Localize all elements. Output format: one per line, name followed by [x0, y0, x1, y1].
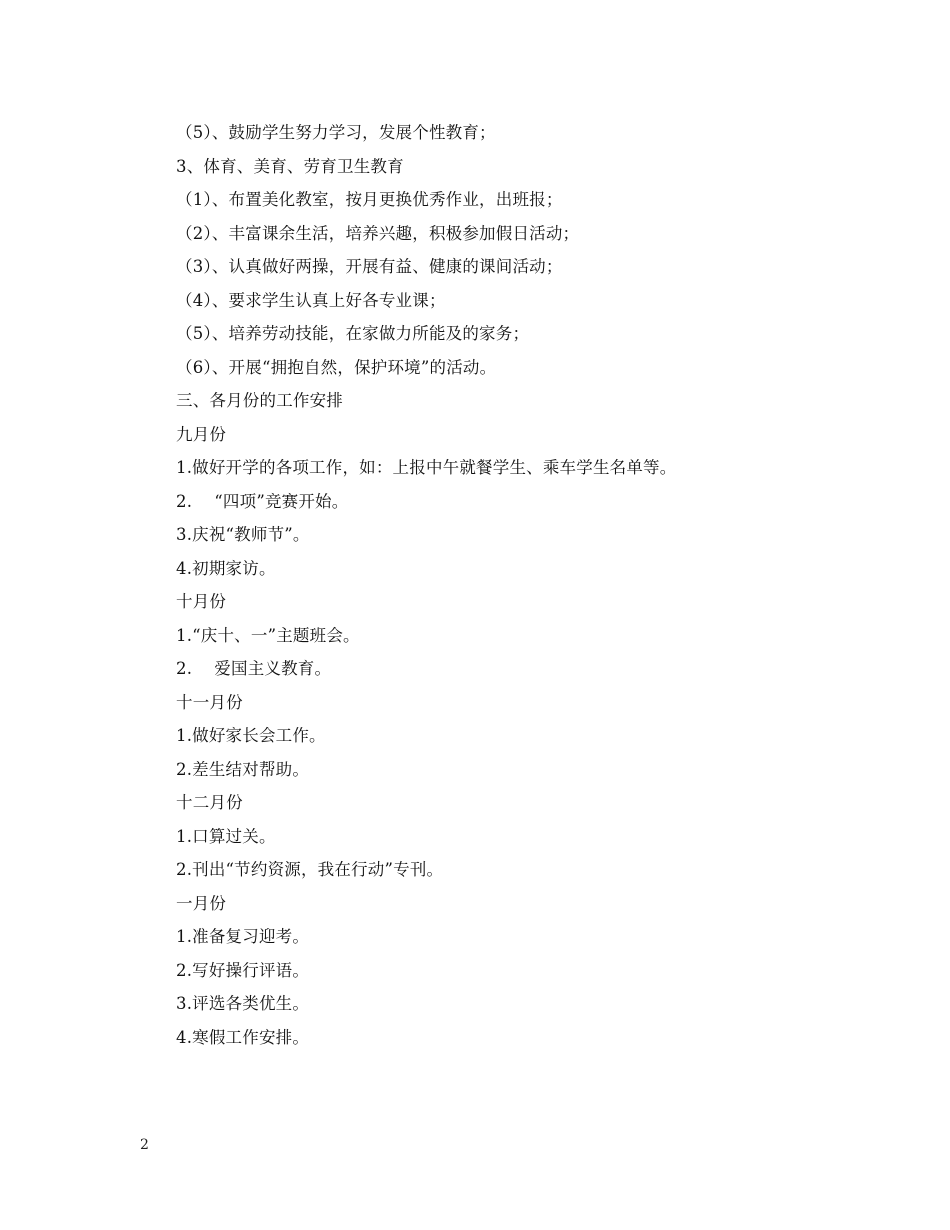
text-line: 2. “四项”竞赛开始。 [176, 491, 349, 511]
document-body [176, 116, 876, 1054]
text-line: （4）、要求学生认真上好各专业课； [176, 290, 446, 310]
text-line: （2）、丰富课余生活，培养兴趣，积极参加假日活动； [176, 223, 580, 243]
month-heading: 十月份 [176, 592, 227, 611]
text-line: （5）、培养劳动技能，在家做力所能及的家务； [176, 324, 530, 343]
text-line: 4.寒假工作安排。 [176, 1027, 310, 1047]
text-line: 3.评选各类优生。 [176, 994, 310, 1013]
text-line: 2. 爱国主义教育。 [176, 659, 332, 678]
text-line: 1.口算过关。 [176, 826, 276, 846]
text-line: 1.做好开学的各项工作，如：上报中午就餐学生、乘车学生名单等。 [176, 458, 677, 477]
text-line: 2.写好操行评语。 [176, 960, 310, 980]
text-line: （3）、认真做好两操，开展有益、健康的课间活动； [176, 257, 563, 276]
text-line: 3.庆祝“教师节”。 [176, 525, 310, 544]
text-line: 2.差生结对帮助。 [176, 759, 310, 779]
page-number: 2 [140, 1137, 149, 1153]
text-line: （6）、开展“拥抱自然，保护环境”的活动。 [176, 357, 497, 377]
text-line: 1.做好家长会工作。 [176, 726, 326, 745]
text-line: 1.“庆十、一”主题班会。 [176, 625, 360, 645]
month-heading: 十一月份 [176, 692, 243, 712]
text-line: （1）、布置美化教室，按月更换优秀作业，出班报； [176, 190, 563, 209]
month-heading: 九月份 [176, 424, 227, 444]
section-heading: 三、各月份的工作安排 [176, 391, 343, 410]
section-heading: 3、体育、美育、劳育卫生教育 [176, 156, 404, 176]
text-line: 1.准备复习迎考。 [176, 927, 310, 946]
text-line: （5）、鼓励学生努力学习，发展个性教育； [176, 123, 496, 142]
text-line: 4.初期家访。 [176, 558, 276, 578]
month-heading: 一月份 [176, 893, 227, 913]
month-heading: 十二月份 [176, 793, 243, 812]
text-line: 2.刊出“节约资源，我在行动”专刊。 [176, 860, 444, 879]
